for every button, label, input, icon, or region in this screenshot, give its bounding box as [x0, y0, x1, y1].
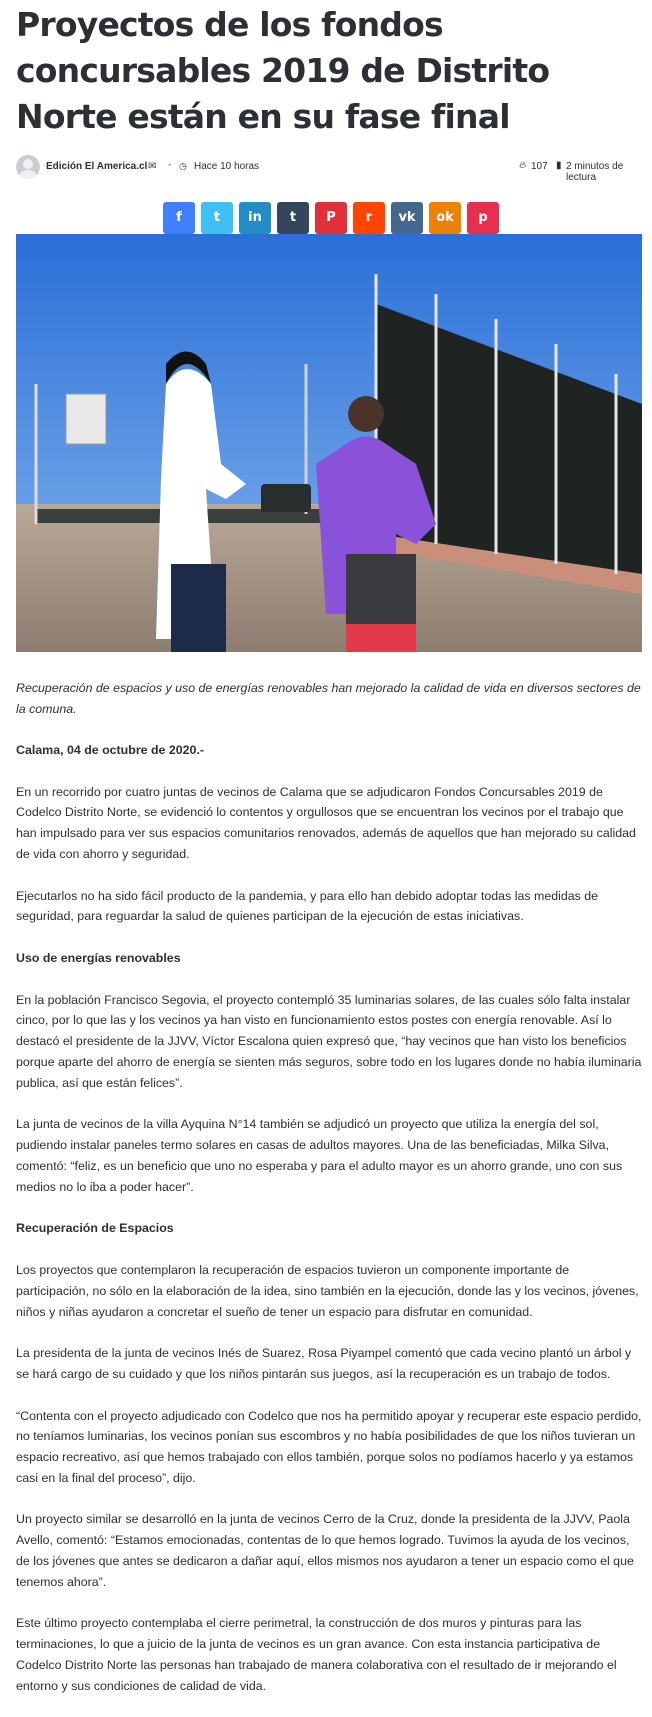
image-caption: Recuperación de espacios y uso de energías renovables han mejorado la calidad de vida en diversos sectores de la comuna. [16, 681, 641, 716]
paragraph: Este último proyecto contemplaba el cierre perimetral, la construcción de dos muros y pinturas para las terminaciones, lo que a juicio de la junta de vecinos es un gran avance. Con esta instancia participativa de Codelco Distrito Norte las personas han trabajado de manera colaborativa con el resultado de ir mejorando el entorno y sus condiciones de calidad de vida. [16, 1616, 617, 1693]
pocket-icon: p [478, 210, 488, 225]
article-meta [16, 152, 642, 182]
twitter-share-button[interactable] [201, 202, 233, 234]
paragraph: Ejecutarlos no ha sido fácil producto de la pandemia, y para ello han debido adoptar todas las medidas de seguridad, para reguardar la salud de quienes participan de la ejecución de estas iniciativas. [16, 888, 599, 924]
article [16, 0, 642, 1693]
view-count: 107 [531, 161, 548, 172]
paragraph: Los proyectos que contemplaron la recuperación de espacios tuvieron un componente importante de participación, no sólo en la elaboración de la idea, sino también en la ejecución, donde las y los vecinos, jóvenes, niños y niñas ayudaron a concretar el sueño de tener un espacio para disfrutar en comunidad. [16, 1262, 639, 1319]
dateline: Calama, 04 de octubre de 2020.- [16, 743, 205, 757]
paragraph: La junta de vecinos de la villa Ayquina N°14 también se adjudicó un proyecto que utiliza la energía del sol, pudiendo instalar paneles termo solares en casas de adultos mayores. Una de las beneficiadas, Milka Silva, comentó: “feliz, es un beneficio que uno no esperaba y para el adulto mayor es un ahorro grande, uno con sus medios no lo iba a poder hacer”. [16, 1117, 623, 1194]
author-avatar[interactable] [16, 155, 40, 179]
paragraph: Un proyecto similar se desarrolló en la junta de vecinos Cerro de la Cruz, donde la presidenta de la JJVV, Paola Avello, comentó: “Estamos emocionadas, contentas de lo que hemos logrado. Tuvimos la ayuda de los vecinos, de los jóvenes que antes se dedicaron a dañar aquí, ellos mismos nos ayudaron a tener un espacio como el que tenemos ahora”. [16, 1512, 634, 1589]
facebook-share-button[interactable] [163, 202, 195, 234]
pocket-share-button[interactable] [467, 202, 499, 234]
pinterest-icon: P [326, 210, 336, 225]
envelope-icon[interactable]: ✉ [148, 161, 157, 172]
share-buttons [16, 202, 642, 236]
linkedin-share-button[interactable] [239, 202, 271, 234]
tumblr-share-button[interactable] [277, 202, 309, 234]
vk-share-button[interactable] [391, 202, 423, 234]
paragraph: En la población Francisco Segovia, el proyecto contempló 35 luminarias solares, de las cuales sólo falta instalar cinco, por lo que las y los vecinos ya han visto en funcionamiento estos postes con energía renovable. Así lo destacó el presidente de la JJVV, Víctor Escalona quien expresó que, “hay vecinos que han visto los beneficios porque aparte del ahorro de energía se sienten más seguros, sobre todo en los lugares donde no había iluminaria publica, así que están felices”. [16, 992, 642, 1090]
paragraph: La presidenta de la junta de vecinos Inés de Suarez, Rosa Piyampel comentó que cada vecino plantó un árbol y se hará cargo de su cuidado y que los niños pintarán sus juegos, así la recuperación es un trabajo de todos. [16, 1346, 632, 1381]
odnoklassniki-icon: ok [436, 210, 454, 225]
facebook-icon: f [176, 210, 182, 225]
article-body [16, 740, 642, 1717]
pinterest-share-button[interactable] [315, 202, 347, 234]
paragraph: “Contenta con el proyecto adjudicado con Codelco que nos ha permitido apoyar y recuperar este espacio perdido, no teníamos luminarias, los vecinos ponían sus escombros y no había posibilidades de que los niños tuvieran un espacio recreativo, así que hemos trabajado con ellos también, porque solos no podíamos hacerlo y ya estamos casi en la final del proceso”, dijo. [16, 1408, 642, 1485]
article-title: Proyectos de los fondos concursables 2019 de Distrito Norte están en su fase final [16, 5, 550, 136]
twitter-icon: t [213, 210, 221, 225]
reddit-icon: r [365, 210, 373, 225]
paragraph: En un recorrido por cuatro juntas de vecinos de Calama que se adjudicaron Fondos Concursables 2019 de Codelco Distrito Norte, se evidenció lo contentos y orgullosos que se encuentran los vecinos por el trabajo que han impulsado para ver sus espacios comunitarios renovados, además de aquellos que han mejorado su calidad de vida con ahorro y seguridad. [16, 784, 636, 861]
fire-icon: 🔥︎ [519, 160, 527, 171]
author-name[interactable]: Edición El America.cl [46, 161, 148, 172]
linkedin-icon: in [248, 210, 262, 225]
section-heading: Uso de energías renovables [16, 950, 181, 965]
post-time: Hace 10 horas [194, 161, 260, 172]
reddit-share-button[interactable] [353, 202, 385, 234]
hero-photo [16, 234, 642, 652]
bookmark-icon: ▮ [556, 160, 562, 171]
separator-dot: • [168, 160, 172, 170]
reading-time: 2 minutos de lectura [566, 161, 624, 183]
odnoklassniki-share-button[interactable] [429, 202, 461, 234]
tumblr-icon: t [289, 210, 297, 225]
hero-image [16, 234, 642, 652]
section-heading: Recuperación de Espacios [16, 1221, 174, 1236]
vk-icon: vk [398, 210, 416, 225]
clock-icon: ◷ [179, 161, 187, 171]
